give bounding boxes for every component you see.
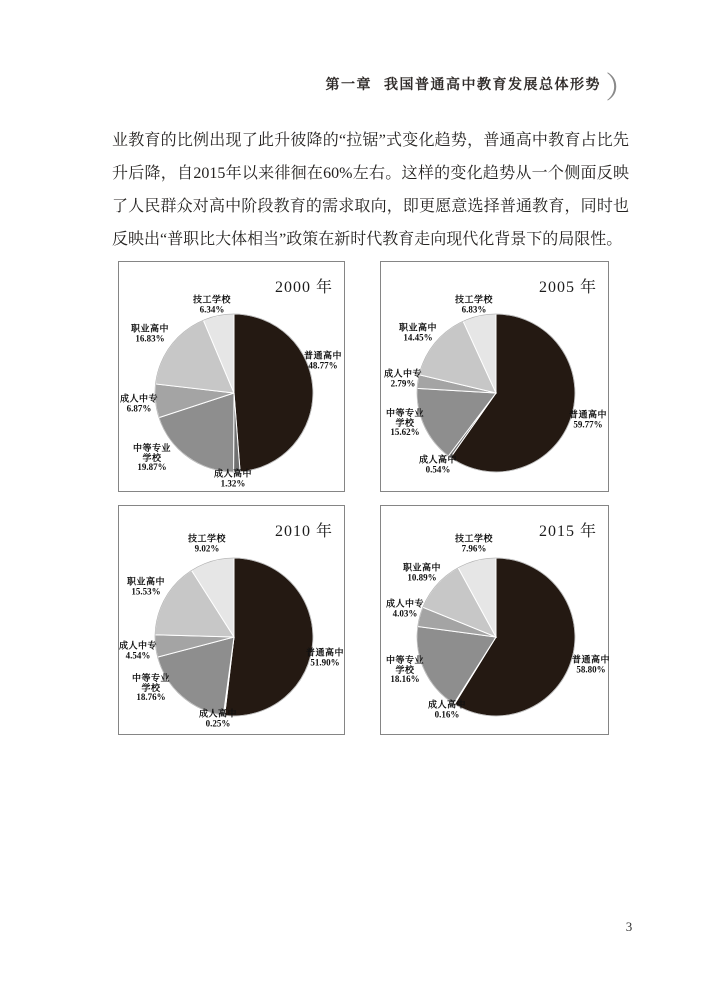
pie-label-技工学校: [455, 535, 493, 554]
running-head-title: 我国普通高中教育发展总体形势: [384, 78, 601, 93]
pie-label-成人中专: [119, 642, 157, 661]
pie-label-技工学校: [193, 296, 231, 315]
pie-chart-2000: [118, 261, 345, 492]
pie-label-percent: 0.54%: [425, 464, 451, 474]
pie-label-name: 学校: [142, 452, 162, 463]
pie-chart-2015: [380, 505, 609, 735]
pie-label-name: 中等专业: [131, 672, 171, 683]
page-number: 3: [625, 919, 633, 934]
pie-label-职业高中: [127, 578, 165, 597]
pie-label-中等专业学校: [386, 409, 424, 438]
pie-label-percent: 4.03%: [392, 608, 418, 618]
chart-year-label: 2015 年: [538, 523, 597, 540]
pie-label-percent: 6.83%: [461, 304, 487, 314]
pie-label-成人高中: [419, 456, 457, 475]
chapter-label: 第一章: [325, 78, 372, 93]
pie-label-name: 成人中专: [383, 368, 423, 379]
pie-label-中等专业学校: [386, 656, 424, 685]
pie-label-percent: 0.25%: [205, 718, 231, 728]
pie-label-name: 成人高中: [198, 708, 238, 719]
pie-label-name: 普通高中: [568, 409, 608, 420]
pie-label-职业高中: [131, 325, 169, 344]
pie-label-percent: 2.79%: [390, 378, 416, 388]
pie-label-percent: 15.62%: [390, 426, 420, 437]
pie-label-name: 学校: [395, 417, 415, 428]
pie-label-name: 学校: [141, 682, 161, 693]
pie-label-percent: 16.83%: [135, 333, 165, 343]
pie-label-name: 职业高中: [398, 322, 438, 333]
pie-label-name: 职业高中: [130, 323, 170, 334]
pie-label-普通高中: [572, 656, 610, 675]
pie-label-普通高中: [306, 649, 344, 668]
pie-label-name: 职业高中: [126, 576, 166, 587]
pie-label-name: 中等专业: [132, 442, 172, 453]
pie-label-percent: 7.96%: [461, 543, 487, 553]
body-paragraph: 业教育的比例出现了此升彼降的“拉锯”式变化趋势，普通高中教育占比先升后降，自2015年以来徘徊在60%左右。这样的变化趋势从一个侧面反映了人民群众对高中阶段教育的需求取向，即更愿意选择普通教育，同时也反映出“普职比大体相当”政策在新时代教育走向现代化背景下的局限性。: [112, 132, 629, 248]
pie-label-name: 技工学校: [192, 294, 232, 305]
pie-label-name: 中等专业: [385, 654, 425, 665]
pie-label-name: 学校: [395, 664, 415, 675]
pie-label-name: 普通高中: [303, 350, 343, 361]
pie-label-普通高中: [569, 411, 607, 430]
pie-label-percent: 15.53%: [131, 586, 161, 596]
pie-label-name: 成人中专: [385, 598, 425, 609]
pie-label-name: 成人中专: [118, 640, 158, 651]
pie-label-percent: 1.32%: [220, 478, 246, 488]
pie-label-percent: 0.16%: [434, 709, 460, 719]
pie-label-成人高中: [214, 470, 252, 489]
pie-chart-2005: [380, 261, 609, 492]
pie-label-name: 成人中专: [119, 393, 159, 404]
pie-label-percent: 14.45%: [403, 332, 433, 342]
pie-slice-普通高中: [225, 558, 313, 716]
pie-label-percent: 18.76%: [136, 691, 166, 702]
pie-label-name: 技工学校: [187, 533, 227, 544]
chart-year-label: 2005 年: [538, 279, 597, 296]
pie-label-name: 中等专业: [385, 407, 425, 418]
chart-year-label: 2010 年: [274, 523, 333, 540]
pie-label-name: 成人高中: [418, 454, 458, 465]
pie-label-percent: 19.87%: [137, 461, 167, 472]
header-paren-ornament: ）: [605, 71, 637, 106]
pie-label-成人中专: [384, 370, 422, 389]
pie-label-percent: 59.77%: [573, 419, 603, 429]
pie-label-percent: 18.16%: [390, 673, 420, 684]
pie-label-name: 职业高中: [402, 562, 442, 573]
pie-label-name: 成人高中: [427, 699, 467, 710]
pie-label-name: 普通高中: [305, 647, 345, 658]
pie-label-percent: 48.77%: [308, 360, 338, 370]
pie-label-percent: 6.34%: [199, 304, 225, 314]
running-head: [0, 68, 636, 104]
pie-label-percent: 51.90%: [310, 657, 340, 667]
pie-label-percent: 9.02%: [194, 543, 220, 553]
pie-label-成人高中: [199, 710, 237, 729]
pie-svg: [381, 506, 611, 734]
pie-label-成人中专: [120, 395, 158, 414]
pie-label-name: 技工学校: [454, 533, 494, 544]
pie-chart-2010: [118, 505, 345, 735]
chart-year-label: 2000 年: [274, 279, 333, 296]
pie-label-percent: 6.87%: [126, 403, 152, 413]
pie-label-name: 技工学校: [454, 294, 494, 305]
pie-label-普通高中: [304, 352, 342, 371]
pie-label-成人高中: [428, 701, 466, 720]
pie-label-percent: 10.89%: [407, 572, 437, 582]
pie-label-技工学校: [188, 535, 226, 554]
pie-label-percent: 58.80%: [576, 664, 606, 674]
pie-label-name: 普通高中: [571, 654, 611, 665]
pie-label-技工学校: [455, 296, 493, 315]
pie-label-percent: 4.54%: [125, 650, 151, 660]
pie-label-中等专业学校: [133, 444, 171, 473]
pie-label-职业高中: [403, 564, 441, 583]
pie-label-成人中专: [386, 600, 424, 619]
pie-label-name: 成人高中: [213, 468, 253, 479]
pie-label-中等专业学校: [132, 674, 170, 703]
pie-label-职业高中: [399, 324, 437, 343]
pie-slice-普通高中: [234, 314, 313, 472]
